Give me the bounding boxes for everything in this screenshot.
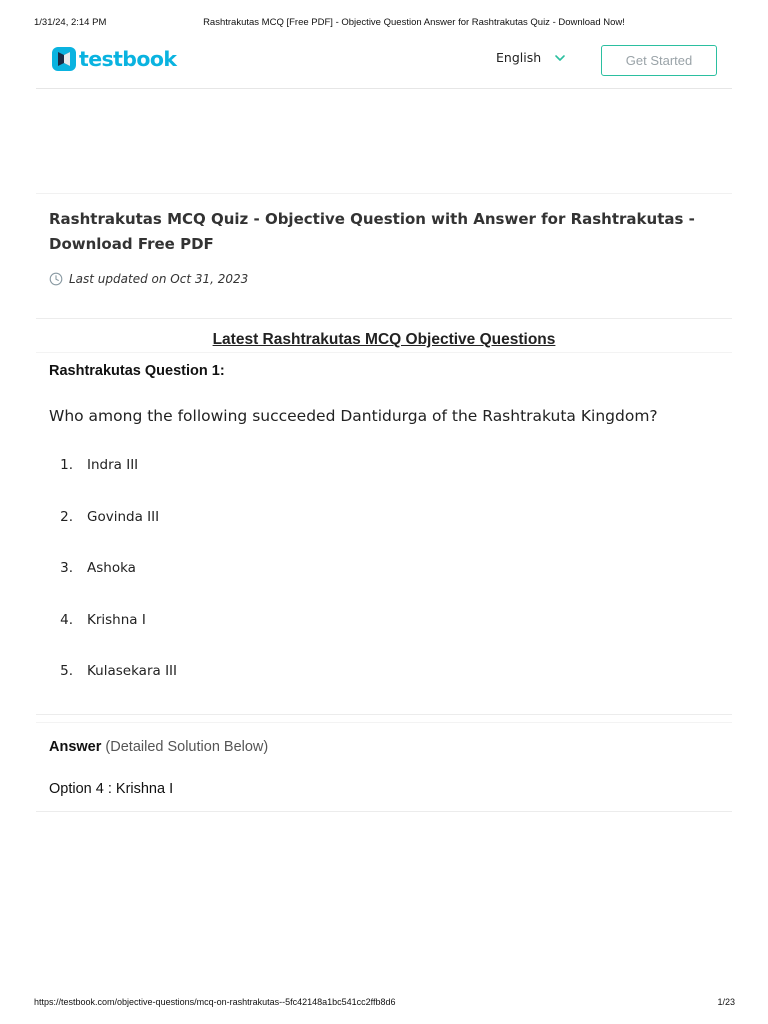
- print-footer: [0, 997, 768, 1009]
- question-text: Who among the following succeeded Dantidurga of the Rashtrakuta Kingdom?: [49, 407, 658, 425]
- option-number: 1.: [60, 457, 73, 473]
- option-text: Indra III: [87, 457, 139, 473]
- print-date: 1/31/24, 2:14 PM: [34, 17, 107, 28]
- testbook-logo[interactable]: [51, 45, 176, 73]
- site-header: [36, 40, 732, 89]
- option-item[interactable]: [49, 560, 177, 612]
- last-updated-text: Last updated on Oct 31, 2023: [69, 272, 249, 286]
- clock-icon: [49, 272, 63, 286]
- last-updated: [49, 272, 248, 286]
- language-label: English: [496, 50, 542, 65]
- option-number: 4.: [60, 611, 73, 628]
- testbook-logo-icon: [51, 46, 77, 72]
- get-started-button[interactable]: Get Started: [601, 45, 717, 76]
- answer-card: [36, 722, 732, 812]
- option-number: 3.: [60, 560, 73, 576]
- answer-label: Answer: [49, 739, 102, 755]
- option-text: Ashoka: [87, 560, 136, 576]
- options-list: [49, 457, 177, 715]
- option-text: Krishna I: [87, 611, 146, 628]
- section-title[interactable]: Latest Rashtrakutas MCQ Objective Questions: [212, 331, 556, 348]
- print-url: https://testbook.com/objective-questions/mcq-on-rashtrakutas--5fc42148a1bc541cc2ffb8d6: [34, 997, 396, 1007]
- print-page-number: 1/23: [717, 997, 735, 1007]
- print-header: [0, 17, 768, 31]
- option-item[interactable]: [49, 663, 177, 715]
- option-text: Govinda III: [87, 508, 160, 525]
- option-number: 2.: [60, 508, 73, 525]
- option-item[interactable]: [49, 612, 177, 664]
- print-title: Rashtrakutas MCQ [Free PDF] - Objective Question Answer for Rashtrakutas Quiz - Download Now!: [203, 17, 625, 28]
- language-selector[interactable]: [496, 50, 567, 65]
- question-card: [36, 352, 732, 715]
- option-item[interactable]: [49, 457, 177, 509]
- logo-text: testbook: [79, 47, 177, 71]
- article-header-card: [36, 193, 732, 319]
- answer-heading: [49, 739, 268, 755]
- answer-note[interactable]: (Detailed Solution Below): [105, 739, 269, 755]
- option-text: Kulasekara III: [87, 663, 178, 679]
- page-title: Rashtrakutas MCQ Quiz - Objective Question with Answer for Rashtrakutas - Download Free PDF: [49, 210, 695, 253]
- option-number: 5.: [60, 663, 73, 679]
- question-label: Rashtrakutas Question 1:: [49, 363, 225, 379]
- option-item[interactable]: [49, 509, 177, 561]
- answer-value: Option 4 : Krishna I: [49, 781, 174, 797]
- chevron-down-icon: [553, 51, 567, 65]
